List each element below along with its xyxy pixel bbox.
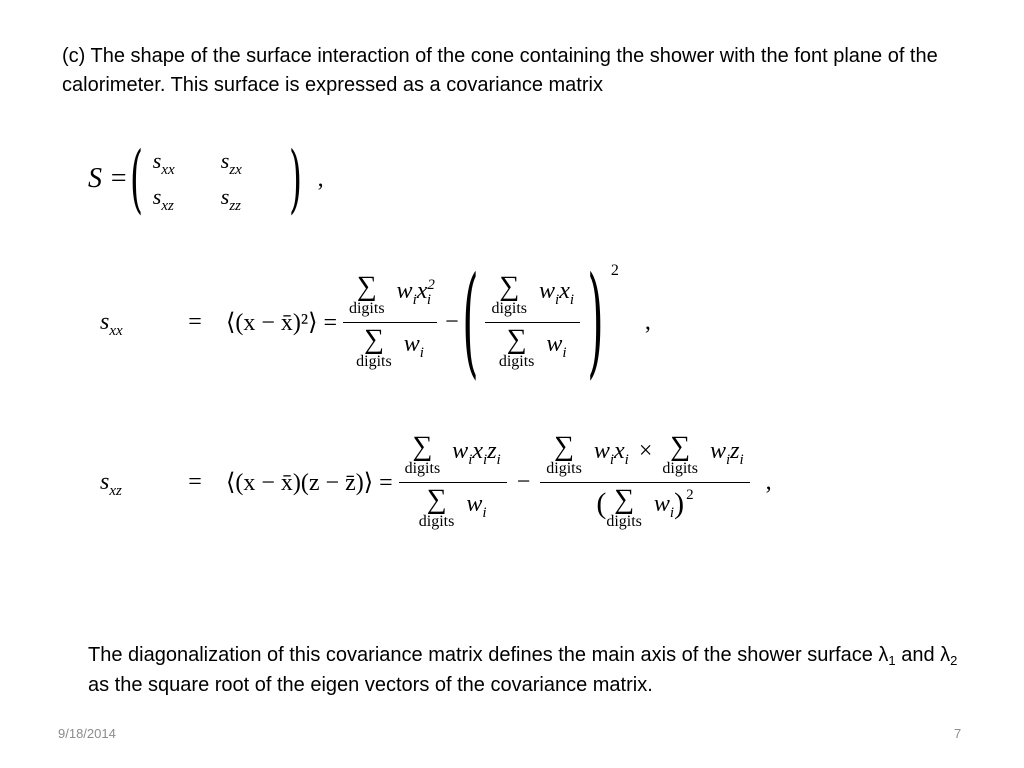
summation: ∑ digits	[546, 431, 582, 477]
matrix-entry-sxx: $s_{xx}$	[152, 148, 175, 178]
sxz-lhs: $s_{xz}$	[100, 469, 122, 499]
matrix-grid	[152, 148, 279, 214]
fraction-denominator: ∑ digits $w_i$	[498, 323, 567, 370]
fraction-numerator: ∑ digits $w_ix_i$	[491, 270, 575, 317]
sxx-trailing-comma: ,	[644, 308, 651, 335]
fraction-denominator: ( ∑ digits $w_i$ ) 2	[596, 484, 694, 530]
fraction-bar	[485, 322, 580, 323]
sxz-first-fraction	[399, 431, 507, 531]
summation: ∑ digits	[356, 323, 392, 370]
footer-date: 9/18/2014	[58, 726, 116, 741]
sxz-equation	[100, 431, 772, 531]
big-right-parenthesis: )	[587, 252, 604, 391]
exponent-two: 2	[610, 262, 619, 279]
matrix-entry-sxz: $s_{xz}$	[152, 184, 174, 214]
sxx-mean-expression: ⟨(x − x̄)²⟩ =	[226, 309, 337, 336]
minus-sign: −	[445, 308, 459, 335]
sxx-lhs: $s_{xx}$	[100, 308, 123, 339]
fraction-denominator: ∑ digits $w_i$	[418, 484, 487, 530]
right-parenthesis: )	[288, 136, 302, 222]
summation: ∑ digits	[418, 484, 455, 530]
fraction-bar	[540, 482, 749, 483]
covariance-matrix-equation	[88, 136, 324, 222]
left-parenthesis: (	[129, 136, 143, 222]
summation: ∑ digits	[606, 484, 642, 530]
sxz-trailing-comma: ,	[765, 469, 772, 495]
summation: ∑ digits	[348, 270, 385, 317]
equals-sign: =	[188, 308, 202, 335]
matrix-trailing-comma: ,	[317, 165, 324, 192]
summation: ∑ digits	[498, 323, 535, 370]
fraction-numerator: ∑ digits $w_ix_i$ × ∑ digits $w_iz_i$	[546, 431, 744, 477]
summation: ∑ digits	[662, 431, 698, 477]
big-left-parenthesis: (	[461, 252, 479, 391]
summation: ∑ digits	[491, 270, 527, 317]
sxz-second-fraction	[540, 431, 749, 531]
matrix-entry-szz: $s_{zz}$	[220, 184, 242, 214]
sxx-first-fraction	[343, 270, 437, 371]
equals-sign: =	[188, 469, 202, 495]
fraction-bar	[343, 322, 437, 323]
conclusion-paragraph: The diagonalization of this covariance matrix defines the main axis of the shower surface $\lambda_1$ and $\lambda_2$ as the square root of the eigen vectors of the covariance matrix.	[88, 644, 958, 696]
slide-number: 7	[954, 726, 962, 741]
minus-sign: −	[516, 469, 531, 495]
matrix-entry-szx: $s_{zx}$	[220, 148, 242, 178]
intro-paragraph: (c) The shape of the surface interaction of the cone containing the shower with the font plane of the calorimeter. This surface is expressed as a covariance matrix	[62, 45, 938, 96]
fraction-numerator: ∑ digits $w_ix^2_i$	[348, 270, 435, 317]
fraction-denominator: ∑ digits $w_i$	[356, 323, 424, 370]
sxx-equation	[100, 252, 651, 391]
matrix-lhs: S =	[88, 163, 128, 194]
summation: ∑ digits	[404, 431, 441, 477]
sxz-mean-expression: ⟨(x − x̄)(z − z̄)⟩ =	[226, 470, 393, 496]
sxx-second-fraction	[485, 270, 580, 371]
fraction-bar	[399, 482, 507, 483]
fraction-numerator: ∑ digits $w_ix_iz_i$	[404, 431, 501, 477]
